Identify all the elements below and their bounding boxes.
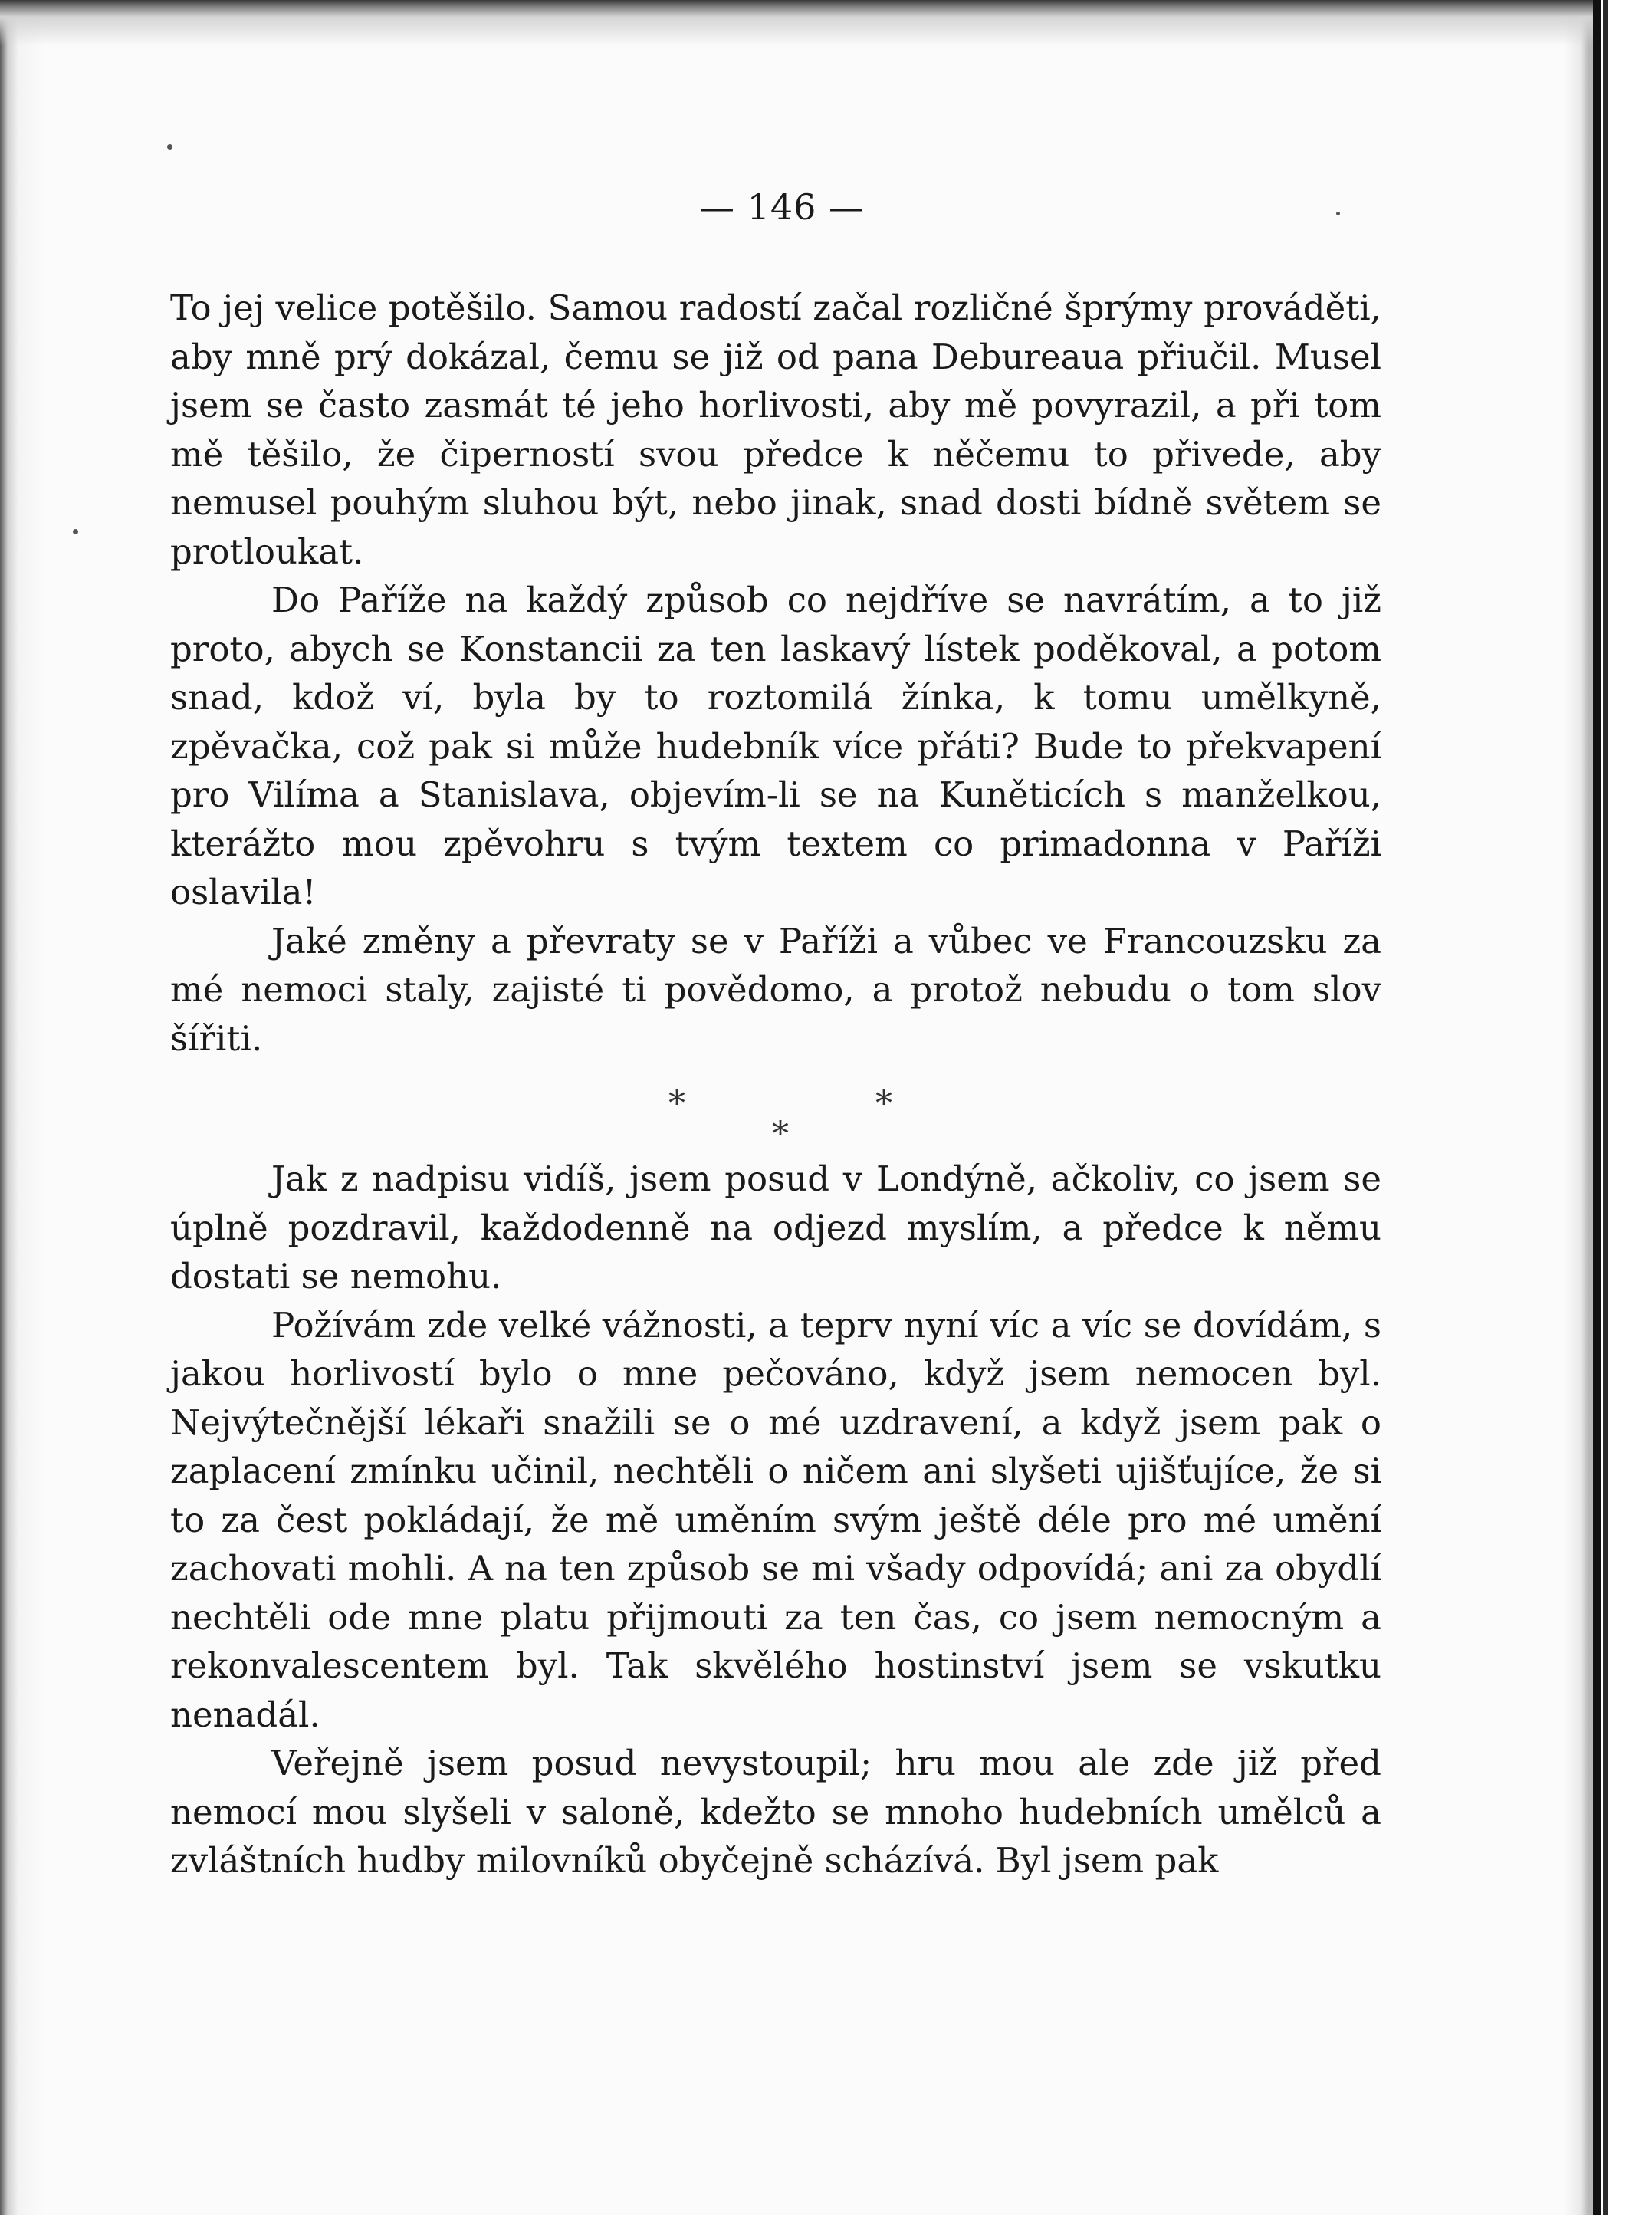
- scan-top-shadow: [0, 0, 1595, 46]
- scan-speck: [73, 529, 78, 534]
- body-text: [170, 284, 1381, 1885]
- paragraph: Jaké změny a převraty se v Paříži a vůbec ve Francouzsku za mé nemoci staly, zajisté ti povědomo, a protož nebudu o tom slov šířiti.: [170, 920, 1381, 1059]
- scan-speck: [167, 144, 172, 150]
- paragraph: To jej velice potěšilo. Samou radostí začal rozličné šprýmy prováděti, aby mně prý dokázal, čemu se již od pana Debureaua přiučil. Musel jsem se často zasmát té jeho horlivosti, aby mě povyrazil, a při tom mě těšilo, že čiperností svou předce k něčemu to přivede, aby nemusel pouhým sluhou být, nebo jinak, snad dosti bídně světem se protloukat.: [170, 288, 1381, 572]
- separator-star: *: [875, 1084, 892, 1123]
- scan-right-edge: [1593, 0, 1652, 2215]
- separator-star: *: [772, 1115, 789, 1154]
- paragraph: Požívám zde velké vážnosti, a teprv nyní víc a víc se dovídám, s jakou horlivostí bylo o mne pečováno, když jsem nemocen byl. Nejvýtečnější lékaři snažili se o mé uzdravení, a když jsem pak o zaplacení zmínku učinil, nechtěli o ničem ani slyšeti ujišťujíce, že si to za čest pokládají, že mě uměním svým ještě déle pro mé umění zachovati mohli. A na ten způsob se mi všady odpovídá; ani za obydlí nechtěli ode mne platu přijmouti za ten čas, co jsem nemocným a rekonvalescentem byl. Tak skvělého hostinství jsem se vskutku nenadál.: [170, 1304, 1381, 1735]
- scan-edge-line: [1603, 0, 1608, 2215]
- paragraph: Jak z nadpisu vidíš, jsem posud v Londýně, ačkoliv, co jsem se úplně pozdravil, každodenně na odjezd myslím, a předce k němu dostati se nemohu.: [170, 1158, 1381, 1296]
- section-separator: [170, 1063, 1381, 1155]
- page-number: — 146 —: [698, 186, 865, 228]
- scan-speck: [1336, 212, 1340, 215]
- separator-star: *: [668, 1084, 685, 1123]
- paragraph: Veřejně jsem posud nevystoupil; hru mou ale zde již před nemocí mou slyšeli v saloně, kdežto se mnoho hudebních umělců a zvláštních hudby milovníků obyčejně scházívá. Byl jsem pak: [170, 1743, 1381, 1881]
- paragraph: Do Paříže na každý způsob co nejdříve se navrátím, a to již proto, abych se Konstancii za ten laskavý lístek poděkoval, a potom snad, kdož ví, byla by to roztomilá žínka, k tomu umělkyně, zpěvačka, což pak si může hudebník více přáti? Bude to překvapení pro Vilíma a Stanislava, objevím-li se na Kuněticích s manželkou, kterážto mou zpěvohru s tvým textem co primadonna v Paříži oslavila!: [170, 580, 1381, 912]
